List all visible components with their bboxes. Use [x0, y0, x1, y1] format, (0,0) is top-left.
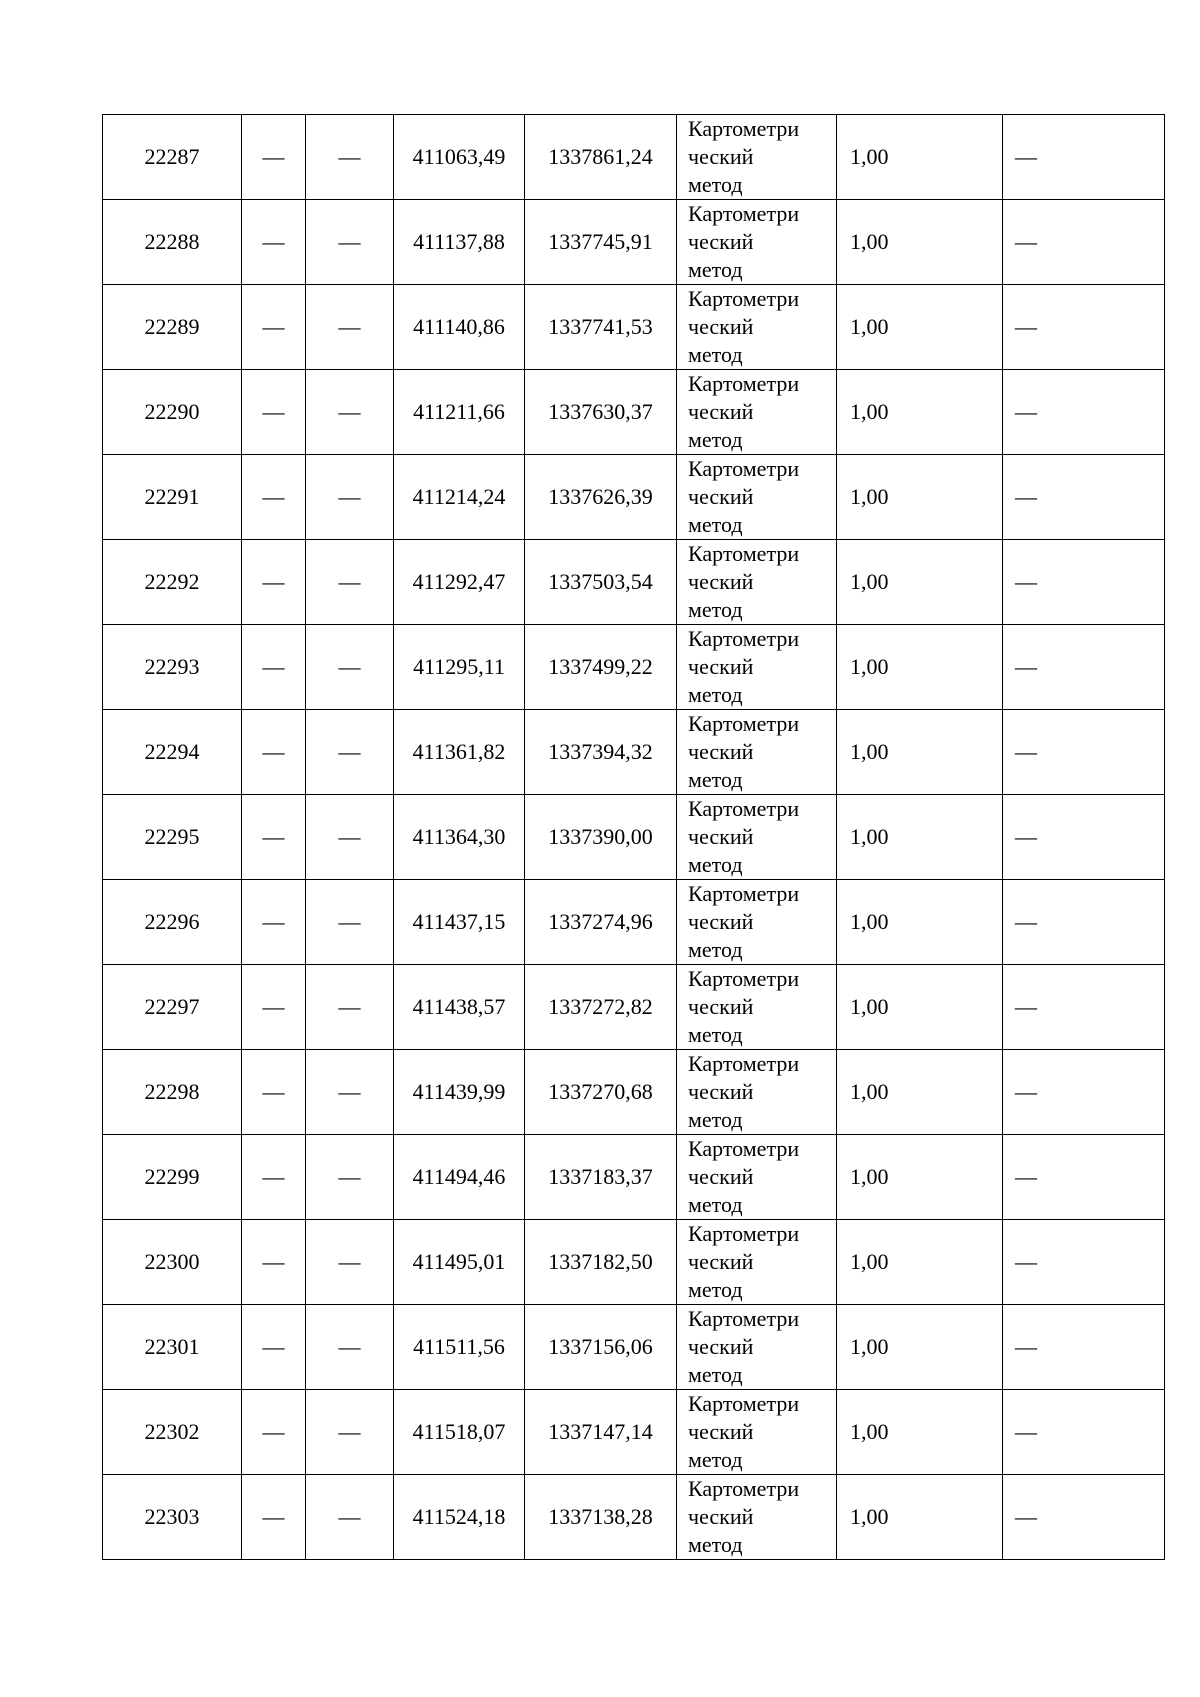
accuracy-cell: 1,00: [837, 1220, 1003, 1305]
method-text-line: ческий: [688, 1419, 754, 1444]
accuracy-cell: 1,00: [837, 115, 1003, 200]
method-text-line: Картометри: [688, 371, 800, 396]
method-text-line: метод: [688, 597, 743, 622]
table-row: [103, 285, 1165, 370]
empty-dash-cell: —: [242, 710, 306, 795]
table-body: [103, 115, 1165, 1560]
y-coordinate-cell: 1337182,50: [525, 1220, 677, 1305]
method-text-line: Картометри: [688, 966, 800, 991]
empty-dash-cell: —: [306, 965, 394, 1050]
point-number-cell: 22297: [103, 965, 242, 1050]
method-text-line: ческий: [688, 144, 754, 169]
point-number-cell: 22287: [103, 115, 242, 200]
method-cell: [677, 1475, 837, 1560]
y-coordinate-cell: 1337390,00: [525, 795, 677, 880]
method-text-line: метод: [688, 1277, 743, 1302]
table-row: [103, 540, 1165, 625]
table-row: [103, 1390, 1165, 1475]
note-dash-cell: —: [1003, 795, 1165, 880]
empty-dash-cell: —: [306, 710, 394, 795]
note-dash-cell: —: [1003, 455, 1165, 540]
table-row: [103, 710, 1165, 795]
y-coordinate-cell: 1337183,37: [525, 1135, 677, 1220]
accuracy-cell: 1,00: [837, 1390, 1003, 1475]
method-text-line: метод: [688, 427, 743, 452]
method-text-line: ческий: [688, 824, 754, 849]
y-coordinate-cell: 1337147,14: [525, 1390, 677, 1475]
note-dash-cell: —: [1003, 1135, 1165, 1220]
point-number-cell: 22288: [103, 200, 242, 285]
method-text-line: ческий: [688, 1164, 754, 1189]
method-text-line: метод: [688, 342, 743, 367]
method-text-line: метод: [688, 1447, 743, 1472]
point-number-cell: 22294: [103, 710, 242, 795]
y-coordinate-cell: 1337138,28: [525, 1475, 677, 1560]
point-number-cell: 22302: [103, 1390, 242, 1475]
accuracy-cell: 1,00: [837, 540, 1003, 625]
method-text-line: ческий: [688, 229, 754, 254]
empty-dash-cell: —: [242, 1305, 306, 1390]
y-coordinate-cell: 1337626,39: [525, 455, 677, 540]
empty-dash-cell: —: [242, 1390, 306, 1475]
y-coordinate-cell: 1337156,06: [525, 1305, 677, 1390]
x-coordinate-cell: 411438,57: [394, 965, 525, 1050]
accuracy-cell: 1,00: [837, 370, 1003, 455]
point-number-cell: 22293: [103, 625, 242, 710]
method-cell: [677, 1220, 837, 1305]
x-coordinate-cell: 411137,88: [394, 200, 525, 285]
empty-dash-cell: —: [306, 625, 394, 710]
empty-dash-cell: —: [242, 1135, 306, 1220]
method-text-line: ческий: [688, 1334, 754, 1359]
empty-dash-cell: —: [306, 1390, 394, 1475]
y-coordinate-cell: 1337394,32: [525, 710, 677, 795]
empty-dash-cell: —: [306, 795, 394, 880]
point-number-cell: 22291: [103, 455, 242, 540]
x-coordinate-cell: 411292,47: [394, 540, 525, 625]
accuracy-cell: 1,00: [837, 625, 1003, 710]
x-coordinate-cell: 411437,15: [394, 880, 525, 965]
empty-dash-cell: —: [306, 200, 394, 285]
note-dash-cell: —: [1003, 1220, 1165, 1305]
table-row: [103, 200, 1165, 285]
empty-dash-cell: —: [306, 540, 394, 625]
table-row: [103, 455, 1165, 540]
empty-dash-cell: —: [306, 455, 394, 540]
empty-dash-cell: —: [242, 1220, 306, 1305]
empty-dash-cell: —: [242, 880, 306, 965]
x-coordinate-cell: 411495,01: [394, 1220, 525, 1305]
y-coordinate-cell: 1337741,53: [525, 285, 677, 370]
method-text-line: ческий: [688, 484, 754, 509]
point-number-cell: 22295: [103, 795, 242, 880]
method-text-line: ческий: [688, 909, 754, 934]
note-dash-cell: —: [1003, 965, 1165, 1050]
method-text-line: Картометри: [688, 711, 800, 736]
note-dash-cell: —: [1003, 625, 1165, 710]
x-coordinate-cell: 411439,99: [394, 1050, 525, 1135]
y-coordinate-cell: 1337630,37: [525, 370, 677, 455]
note-dash-cell: —: [1003, 1305, 1165, 1390]
empty-dash-cell: —: [242, 455, 306, 540]
x-coordinate-cell: 411214,24: [394, 455, 525, 540]
accuracy-cell: 1,00: [837, 710, 1003, 795]
table-row: [103, 965, 1165, 1050]
note-dash-cell: —: [1003, 1475, 1165, 1560]
y-coordinate-cell: 1337272,82: [525, 965, 677, 1050]
empty-dash-cell: —: [306, 1475, 394, 1560]
empty-dash-cell: —: [306, 285, 394, 370]
method-text-line: Картометри: [688, 116, 800, 141]
accuracy-cell: 1,00: [837, 1050, 1003, 1135]
method-text-line: ческий: [688, 654, 754, 679]
method-cell: [677, 1050, 837, 1135]
method-text-line: Картометри: [688, 286, 800, 311]
table-row: [103, 1475, 1165, 1560]
method-text-line: Картометри: [688, 456, 800, 481]
y-coordinate-cell: 1337503,54: [525, 540, 677, 625]
method-text-line: Картометри: [688, 201, 800, 226]
x-coordinate-cell: 411140,86: [394, 285, 525, 370]
table-row: [103, 1220, 1165, 1305]
x-coordinate-cell: 411063,49: [394, 115, 525, 200]
method-text-line: Картометри: [688, 1476, 800, 1501]
method-text-line: метод: [688, 767, 743, 792]
method-cell: [677, 115, 837, 200]
y-coordinate-cell: 1337745,91: [525, 200, 677, 285]
method-text-line: метод: [688, 682, 743, 707]
note-dash-cell: —: [1003, 880, 1165, 965]
empty-dash-cell: —: [306, 1305, 394, 1390]
accuracy-cell: 1,00: [837, 1475, 1003, 1560]
empty-dash-cell: —: [242, 795, 306, 880]
point-number-cell: 22296: [103, 880, 242, 965]
method-text-line: Картометри: [688, 1221, 800, 1246]
empty-dash-cell: —: [306, 880, 394, 965]
method-text-line: метод: [688, 1362, 743, 1387]
note-dash-cell: —: [1003, 285, 1165, 370]
point-number-cell: 22301: [103, 1305, 242, 1390]
empty-dash-cell: —: [306, 370, 394, 455]
note-dash-cell: —: [1003, 370, 1165, 455]
x-coordinate-cell: 411524,18: [394, 1475, 525, 1560]
empty-dash-cell: —: [242, 115, 306, 200]
method-cell: [677, 540, 837, 625]
method-text-line: Картометри: [688, 1306, 800, 1331]
method-text-line: ческий: [688, 739, 754, 764]
empty-dash-cell: —: [242, 200, 306, 285]
method-cell: [677, 1305, 837, 1390]
method-text-line: Картометри: [688, 541, 800, 566]
method-cell: [677, 370, 837, 455]
note-dash-cell: —: [1003, 1390, 1165, 1475]
method-cell: [677, 795, 837, 880]
x-coordinate-cell: 411511,56: [394, 1305, 525, 1390]
method-cell: [677, 455, 837, 540]
empty-dash-cell: —: [306, 115, 394, 200]
table-row: [103, 370, 1165, 455]
table-row: [103, 625, 1165, 710]
method-text-line: ческий: [688, 399, 754, 424]
method-text-line: метод: [688, 1022, 743, 1047]
method-text-line: метод: [688, 257, 743, 282]
method-text-line: метод: [688, 172, 743, 197]
table-row: [103, 795, 1165, 880]
note-dash-cell: —: [1003, 540, 1165, 625]
note-dash-cell: —: [1003, 1050, 1165, 1135]
accuracy-cell: 1,00: [837, 795, 1003, 880]
empty-dash-cell: —: [306, 1135, 394, 1220]
method-text-line: Картометри: [688, 626, 800, 651]
x-coordinate-cell: 411494,46: [394, 1135, 525, 1220]
method-text-line: метод: [688, 852, 743, 877]
table-row: [103, 1050, 1165, 1135]
empty-dash-cell: —: [242, 285, 306, 370]
empty-dash-cell: —: [306, 1050, 394, 1135]
y-coordinate-cell: 1337274,96: [525, 880, 677, 965]
empty-dash-cell: —: [242, 540, 306, 625]
method-text-line: ческий: [688, 569, 754, 594]
method-text-line: метод: [688, 512, 743, 537]
point-number-cell: 22299: [103, 1135, 242, 1220]
x-coordinate-cell: 411295,11: [394, 625, 525, 710]
method-text-line: ческий: [688, 1249, 754, 1274]
method-cell: [677, 965, 837, 1050]
accuracy-cell: 1,00: [837, 455, 1003, 540]
accuracy-cell: 1,00: [837, 200, 1003, 285]
method-text-line: метод: [688, 937, 743, 962]
table-row: [103, 1305, 1165, 1390]
y-coordinate-cell: 1337861,24: [525, 115, 677, 200]
table-row: [103, 1135, 1165, 1220]
x-coordinate-cell: 411361,82: [394, 710, 525, 795]
empty-dash-cell: —: [242, 625, 306, 710]
point-number-cell: 22300: [103, 1220, 242, 1305]
method-text-line: метод: [688, 1107, 743, 1132]
method-cell: [677, 285, 837, 370]
method-text-line: ческий: [688, 314, 754, 339]
empty-dash-cell: —: [242, 1475, 306, 1560]
method-cell: [677, 625, 837, 710]
method-text-line: Картометри: [688, 1391, 800, 1416]
method-text-line: Картометри: [688, 1051, 800, 1076]
point-number-cell: 22292: [103, 540, 242, 625]
note-dash-cell: —: [1003, 710, 1165, 795]
method-cell: [677, 200, 837, 285]
note-dash-cell: —: [1003, 200, 1165, 285]
accuracy-cell: 1,00: [837, 1305, 1003, 1390]
accuracy-cell: 1,00: [837, 285, 1003, 370]
method-cell: [677, 1390, 837, 1475]
x-coordinate-cell: 411364,30: [394, 795, 525, 880]
coordinates-table: [102, 114, 1165, 1560]
accuracy-cell: 1,00: [837, 1135, 1003, 1220]
method-cell: [677, 710, 837, 795]
method-text-line: Картометри: [688, 881, 800, 906]
method-text-line: метод: [688, 1192, 743, 1217]
table-row: [103, 115, 1165, 200]
method-text-line: ческий: [688, 994, 754, 1019]
point-number-cell: 22289: [103, 285, 242, 370]
empty-dash-cell: —: [242, 965, 306, 1050]
accuracy-cell: 1,00: [837, 965, 1003, 1050]
empty-dash-cell: —: [306, 1220, 394, 1305]
method-text-line: Картометри: [688, 796, 800, 821]
y-coordinate-cell: 1337499,22: [525, 625, 677, 710]
y-coordinate-cell: 1337270,68: [525, 1050, 677, 1135]
method-cell: [677, 880, 837, 965]
method-text-line: метод: [688, 1532, 743, 1557]
accuracy-cell: 1,00: [837, 880, 1003, 965]
empty-dash-cell: —: [242, 1050, 306, 1135]
note-dash-cell: —: [1003, 115, 1165, 200]
table-row: [103, 880, 1165, 965]
method-text-line: Картометри: [688, 1136, 800, 1161]
empty-dash-cell: —: [242, 370, 306, 455]
point-number-cell: 22303: [103, 1475, 242, 1560]
method-text-line: ческий: [688, 1079, 754, 1104]
x-coordinate-cell: 411518,07: [394, 1390, 525, 1475]
point-number-cell: 22298: [103, 1050, 242, 1135]
method-cell: [677, 1135, 837, 1220]
x-coordinate-cell: 411211,66: [394, 370, 525, 455]
point-number-cell: 22290: [103, 370, 242, 455]
method-text-line: ческий: [688, 1504, 754, 1529]
